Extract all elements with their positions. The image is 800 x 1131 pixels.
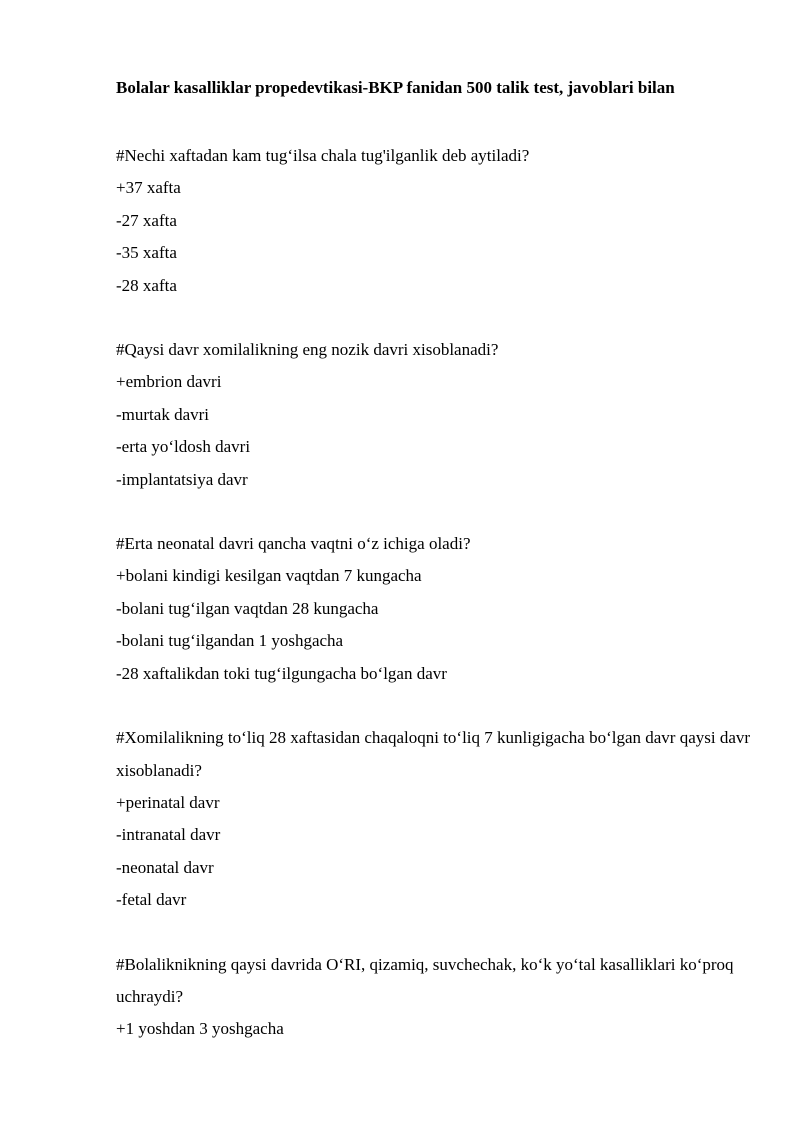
question-text: #Qaysi davr xomilalikning eng nozik davri xisoblanadi?	[116, 340, 499, 360]
answer-option: -27 xafta	[116, 210, 177, 230]
document-page	[116, 76, 756, 1078]
question-text: #Bolaliknikning qaysi davrida O‘RI, qizamiq, suvchechak, ko‘k yo‘tal kasalliklari ko‘proq uchraydi?	[116, 954, 734, 1006]
answer-option: +bolani kindigi kesilgan vaqtdan 7 kungacha	[116, 566, 422, 586]
question-text: #Xomilalikning to‘liq 28 xaftasidan chaqaloqni to‘liq 7 kunligigacha bo‘lgan davr qaysi davr xisoblanadi?	[116, 728, 751, 780]
answer-option: +37 xafta	[116, 178, 181, 198]
question-text: #Erta neonatal davri qancha vaqtni o‘z ichiga oladi?	[116, 534, 471, 554]
answer-option: +perinatal davr	[116, 792, 220, 812]
answer-option: +1 yoshdan 3 yoshgacha	[116, 1019, 284, 1039]
answer-option: -bolani tug‘ilgandan 1 yoshgacha	[116, 631, 344, 651]
answer-option: -intranatal davr	[116, 825, 221, 845]
question-block-4	[116, 722, 756, 916]
answer-option: +embrion davri	[116, 372, 222, 392]
answer-option: -implantatsiya davr	[116, 469, 248, 489]
question-block-5	[116, 949, 756, 1046]
answer-option: -murtak davri	[116, 404, 209, 424]
answer-option: -bolani tug‘ilgan vaqtdan 28 kungacha	[116, 598, 379, 618]
answer-option: -28 xafta	[116, 275, 177, 295]
question-text: #Nechi xaftadan kam tug‘ilsa chala tug'ilganlik deb aytiladi?	[116, 146, 530, 165]
question-block-3	[116, 528, 756, 690]
document-title: Bolalar kasalliklar propedevtikasi-BKP fanidan 500 talik test, javoblari bilan	[116, 78, 675, 97]
question-block-1	[116, 140, 756, 302]
question-block-2	[116, 334, 756, 496]
answer-option: -28 xaftalikdan toki tug‘ilgungacha bo‘lgan davr	[116, 663, 447, 683]
answer-option: -35 xafta	[116, 243, 177, 263]
answer-option: -erta yo‘ldosh davri	[116, 437, 251, 457]
answer-option: -fetal davr	[116, 890, 187, 910]
answer-option: -neonatal davr	[116, 857, 214, 877]
